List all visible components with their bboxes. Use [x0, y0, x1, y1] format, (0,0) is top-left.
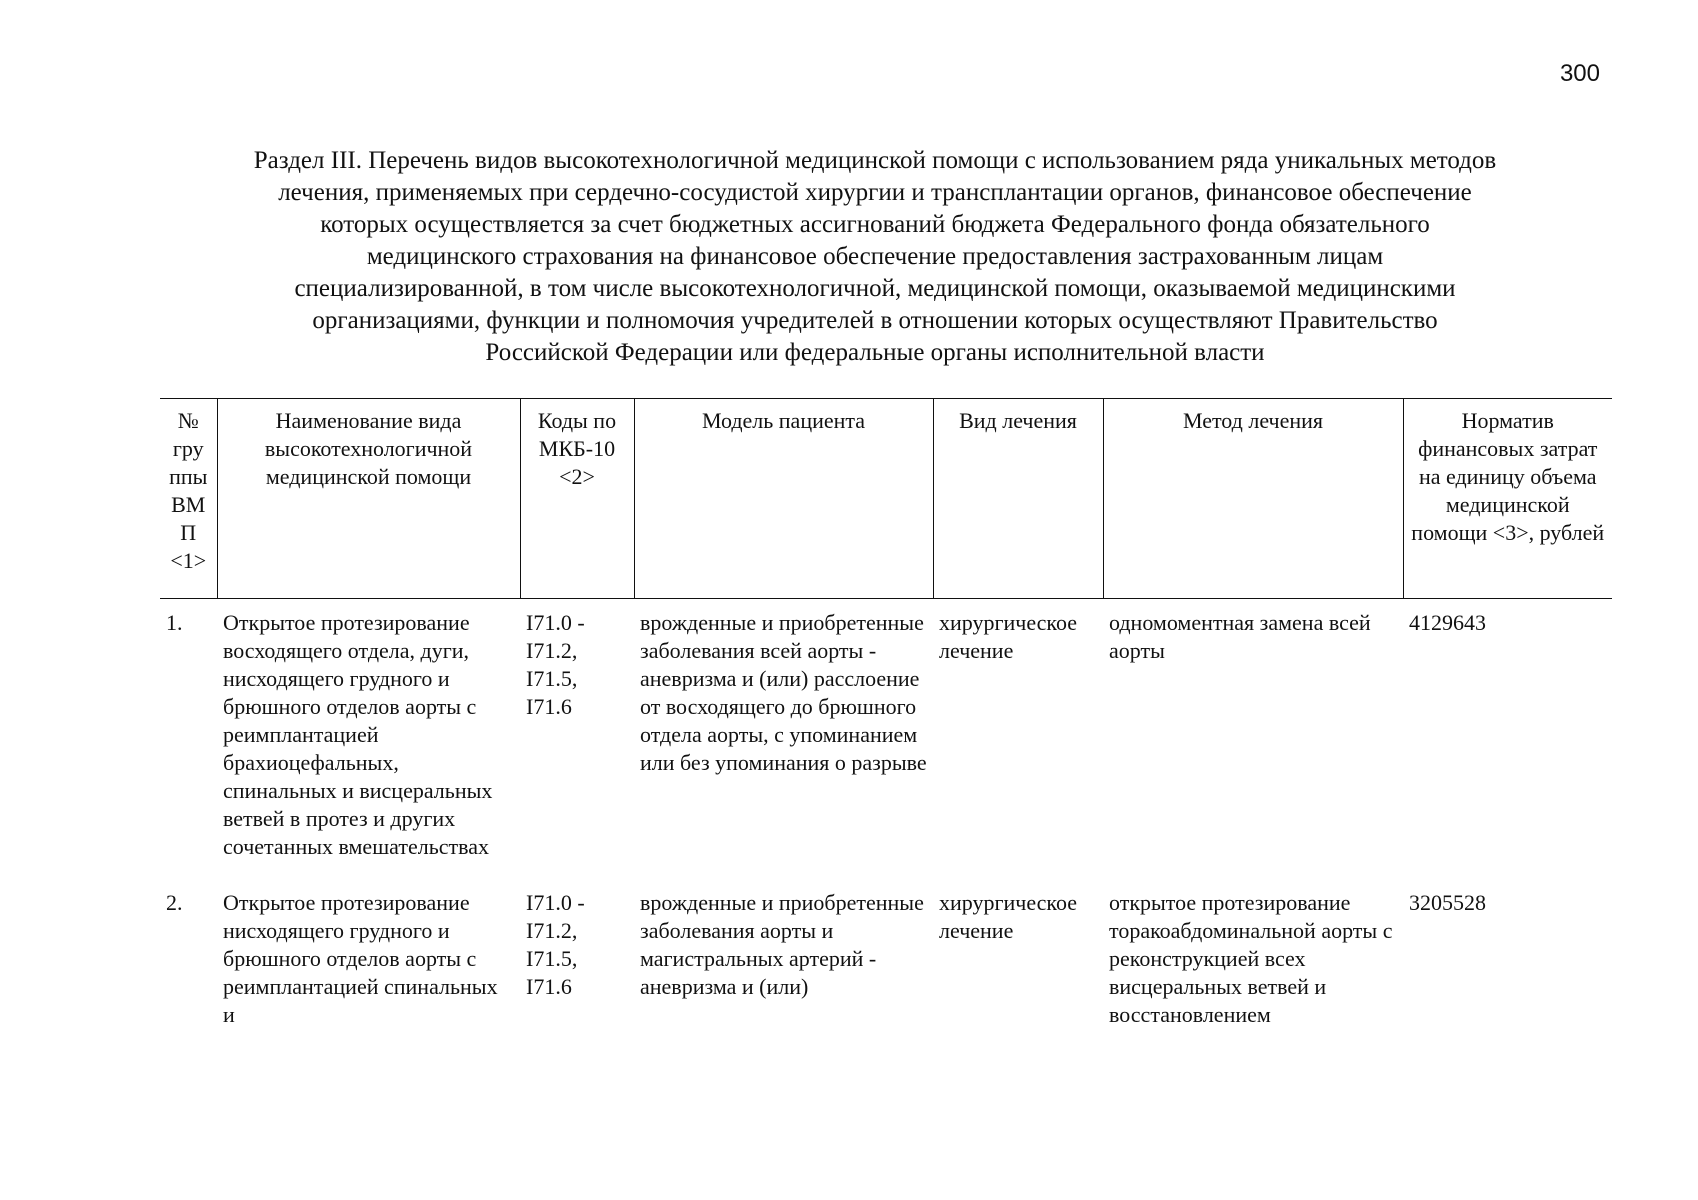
title-line: Раздел III. Перечень видов высокотехнологичной медицинской помощи с использованием ряда уникальных методов	[253, 147, 1497, 174]
row-method: открытое протезирование торакоабдоминальной аорты с реконструкцией всех висцеральных ветвей и восстановлением	[1109, 890, 1393, 1027]
row-norm: 3205528	[1409, 890, 1486, 915]
header-codes: Коды по МКБ-10 <2>	[520, 399, 634, 599]
row-name: Открытое протезирование нисходящего грудного и брюшного отделов аорты с реимплантацией спинальных и	[223, 890, 498, 1027]
row-model: врожденные и приобретенные заболевания аорты и магистральных артерий - аневризма и (или)	[640, 890, 924, 999]
vmp-table	[160, 398, 1612, 1047]
header-norm: Норматив финансовых затрат на единицу объема медицинской помощи <3>, рублей	[1403, 399, 1612, 599]
row-num: 1.	[166, 610, 183, 635]
table-row	[160, 879, 1612, 1047]
row-method: одномоментная замена всей аорты	[1109, 610, 1371, 663]
row-treatment: хирургическое лечение	[939, 610, 1078, 663]
header-num: № гру ппы ВМ П <1>	[169, 408, 208, 573]
section-title	[150, 145, 1600, 369]
table-header-row	[160, 399, 1612, 599]
row-norm: 4129643	[1409, 610, 1486, 635]
title-line: Российской Федерации или федеральные органы исполнительной власти	[485, 339, 1265, 366]
header-method: Метод лечения	[1103, 399, 1403, 599]
title-line: которых осуществляется за счет бюджетных ассигнований бюджета Федерального фонда обязательного	[320, 211, 1430, 238]
page-number: 300	[1559, 60, 1600, 87]
row-model: врожденные и приобретенные заболевания всей аорты - аневризма и (или) расслоение от восходящего до брюшного отдела аорты, с упоминанием или без упоминания о разрыве	[640, 610, 927, 775]
title-line: лечения, применяемых при сердечно-сосудистой хирургии и трансплантации органов, финансовое обеспечение	[278, 179, 1472, 206]
header-treatment: Вид лечения	[933, 399, 1103, 599]
table-row	[160, 599, 1612, 880]
row-codes: I71.0 - I71.2, I71.5, I71.6	[526, 610, 585, 719]
row-treatment: хирургическое лечение	[939, 890, 1078, 943]
title-line: организациями, функции и полномочия учредителей в отношении которых осуществляют Правительство	[312, 307, 1438, 334]
row-codes: I71.0 - I71.2, I71.5, I71.6	[526, 890, 585, 999]
row-name: Открытое протезирование восходящего отдела, дуги, нисходящего грудного и брюшного отделов аорты с реимплантацией брахиоцефальных, спинальных и висцеральных ветвей в протез и других сочетанных вмешательствах	[223, 610, 493, 859]
row-num: 2.	[166, 890, 183, 915]
header-model: Модель пациента	[634, 399, 933, 599]
title-line: медицинского страхования на финансовое обеспечение предоставления застрахованным лицам	[366, 243, 1384, 270]
header-name: Наименование вида высокотехнологичной медицинской помощи	[217, 399, 520, 599]
title-line: специализированной, в том числе высокотехнологичной, медицинской помощи, оказываемой медицинскими	[294, 275, 1456, 302]
